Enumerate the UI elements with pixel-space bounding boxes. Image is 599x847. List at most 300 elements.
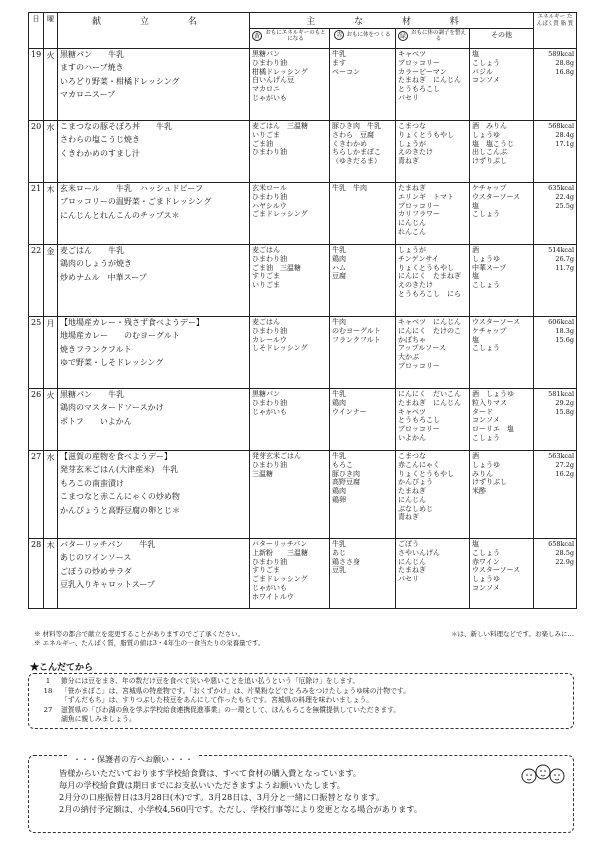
ingredient-item: 赤ワイン: [472, 557, 500, 566]
info-item: [35, 677, 567, 687]
ingredient-item: たまねぎ にんじん: [398, 76, 461, 85]
dish-name: 鶏肉のしょうが焼き: [60, 259, 132, 269]
info-text: [61, 706, 400, 725]
ingredients-yellow: [250, 539, 330, 609]
nutrition-value: 581kcal: [548, 390, 575, 398]
ingredient-item: 鶏ささ身: [332, 557, 360, 566]
cat-red-label: おもに体をつくる: [346, 31, 391, 38]
weekday-cell: 水: [44, 451, 58, 539]
dish-name: ごぼうの炒めサラダ: [60, 566, 132, 576]
ingredient-item: 牛乳: [332, 246, 346, 254]
ingredient-item: ハム: [332, 263, 346, 272]
ingredient-item: ごま油: [252, 139, 273, 148]
ingredient-item: こまつな: [398, 452, 426, 460]
nutrition-value: 26.7g: [555, 254, 575, 263]
ingredient-item: 中華スープ: [472, 263, 507, 272]
ingredient-item: 大かぶ: [398, 353, 419, 361]
ingredient-item: こまつな: [398, 122, 426, 130]
ingredient-item: かぼちゃ: [398, 335, 426, 344]
ingredient-item: ひまわり油: [252, 460, 287, 469]
ingredient-item: 発芽玄米ごはん: [252, 452, 301, 460]
ingredient-item: 青ねぎ: [398, 513, 419, 522]
ingredient-item: 鶏肉: [332, 254, 346, 263]
ingredient-item: ひまわり油: [252, 326, 287, 335]
ingredient-item: えのきたけ: [398, 281, 433, 289]
dish-name: あじのワインソース: [60, 553, 132, 563]
dish-name: ポトフ いよかん: [60, 416, 132, 426]
menu-row: [29, 317, 577, 389]
ingredient-item: 柑橘ドレッシング: [252, 67, 308, 76]
ingredients-red: [330, 539, 396, 609]
dish-name: こまつなと赤こんにゃくの炒め物: [60, 492, 180, 502]
day-cell: 26: [29, 389, 44, 451]
nutrition-value: 22.4g: [555, 192, 575, 201]
nutrition-value: 28.8g: [555, 58, 575, 67]
ingredient-item: れんこん: [398, 227, 426, 236]
menu-row: [29, 539, 577, 609]
nutrition-value: 22.9g: [555, 557, 575, 566]
ingredient-item: のむヨーグルト: [332, 326, 381, 335]
ingredient-item: 高野豆腐: [332, 478, 360, 487]
ingredient-item: 酒: [472, 246, 479, 254]
menu-row: [29, 49, 577, 121]
dish-cell: [58, 389, 250, 451]
ingredients-red: [330, 451, 396, 539]
header-menu: 献 立 名: [58, 13, 250, 49]
ingredient-item: もろこ: [332, 460, 353, 469]
ingredient-item: けずりぶし: [472, 157, 507, 165]
dish-name: こまつなの豚そぼろ丼 牛乳: [60, 122, 172, 131]
nutrition-value: 514kcal: [548, 246, 575, 254]
header-energy: エネルギー たんぱく質 脂 質: [534, 13, 577, 49]
ingredient-item: ケチャップ: [472, 326, 507, 335]
ingredient-item: ケチャップ: [472, 184, 507, 192]
dish-name: くきわかめのすまし汁: [60, 148, 140, 158]
ingredient-item: バターリッチパン: [252, 540, 308, 548]
nutrition-value: 606kcal: [548, 318, 575, 326]
header-cat-yellow: [250, 29, 330, 49]
dish-name: 焼きフランクフルト: [60, 344, 132, 354]
ingredient-item: 麦ごはん: [252, 318, 280, 326]
ingredient-item: ひまわり油: [252, 557, 287, 566]
ingredient-item: ちらしかまぼこ: [332, 148, 381, 157]
ingredient-item: ひまわり油: [252, 148, 287, 157]
ingredient-item: とうもろこし: [398, 85, 440, 93]
dish-name: 炒めナムル 中華スープ: [60, 272, 147, 282]
note-3: ＊は、新しい料理などです。お楽しみに…: [451, 630, 574, 638]
info-title: ★こんだてから: [30, 663, 94, 673]
ingredient-item: 酒 みりん: [472, 122, 507, 130]
ingredient-item: 酒: [472, 452, 479, 460]
ingredient-item: じゃがいも: [252, 407, 287, 416]
ingredients-yellow: [250, 121, 330, 183]
cat-yellow-label: おもにエネルギーのもとになる: [265, 30, 326, 43]
ingredient-item: たまねぎ: [398, 566, 426, 575]
ingredients-yellow: [250, 389, 330, 451]
ingredient-item: キャベツ: [398, 407, 426, 416]
info-item: [35, 706, 567, 725]
header-day: 日: [29, 13, 44, 49]
parent-line: 毎月の学校給食費は期日までにお支払いいただきますようお願いいたします。: [59, 779, 345, 790]
info-line: 節分には豆をまき、年の数だけ豆を食べて災いや悪いことを追い払うという「厄除け」をします。: [61, 677, 360, 685]
ingredient-item: ブロッコリー: [398, 201, 440, 210]
ingredients-other: [470, 317, 534, 389]
ingredient-item: ブロッコリー: [398, 425, 440, 433]
dish-cell: [58, 539, 250, 609]
nutrition-value: 18.3g: [555, 326, 575, 335]
ingredient-item: みりん: [472, 469, 493, 478]
ingredient-item: ブロッコリー: [398, 361, 440, 370]
ingredient-item: タード: [472, 407, 493, 416]
ingredients-red: [330, 121, 396, 183]
ingredient-item: えのきたけ: [398, 148, 433, 157]
ingredient-item: 青ねぎ: [398, 157, 419, 165]
ingredient-item: 黒糖パン: [252, 50, 280, 58]
ingredient-item: たまねぎ にんじん: [398, 398, 461, 407]
nutrition-value: 25.5g: [555, 201, 575, 210]
dish-cell: [58, 49, 250, 121]
nutrition-value: 28.4g: [555, 130, 575, 139]
dish-name: ブロッコリーの温野菜・ごまドレッシング: [60, 197, 212, 207]
ingredient-item: 鶏卵: [332, 495, 346, 504]
info-line: 「笹かまぼこ」は、宮城県の特産物です。「おくずかけ」は、片栗粉などでとろみをつけたしょうゆ味の汁物です。: [61, 686, 410, 695]
dish-name: 玄米ロール 牛乳 ハッシュドビーフ: [60, 184, 203, 193]
ingredient-item: いりごま: [252, 281, 280, 289]
nutrition-value: 589kcal: [548, 50, 575, 58]
ingredient-item: こしょう: [472, 548, 500, 557]
ingredient-item: ごまドレッシング: [252, 575, 308, 583]
ingredient-item: にんじん: [398, 495, 426, 504]
parent-notice: [28, 755, 574, 833]
dish-name: 豆乳入りキャロットスープ: [60, 580, 155, 590]
dish-name: 発芽玄米ごはん(大津産米) 牛乳: [60, 465, 179, 475]
dish-name: さわらの塩こうじ焼き: [60, 135, 140, 145]
ingredients-red: [330, 389, 396, 451]
ingredient-item: 牛乳: [332, 540, 346, 548]
ingredient-item: 玄米ロール: [252, 184, 287, 192]
ingredient-item: アップルソース: [398, 344, 446, 353]
ingredients-red: [330, 245, 396, 317]
ingredient-item: 豆腐: [332, 272, 346, 281]
ingredient-item: （ゆきだるま）: [332, 157, 381, 165]
ingredient-item: コンソメ: [472, 76, 500, 85]
ingredient-item: 牛肉: [332, 318, 346, 326]
menu-row: [29, 389, 577, 451]
ingredient-item: バジル: [472, 67, 493, 76]
green-circle-icon: 緑: [399, 33, 406, 41]
dish-cell: [58, 317, 250, 389]
yellow-circle-icon: 黄: [253, 33, 260, 41]
ingredient-item: 豚ひき肉: [332, 469, 360, 478]
ingredient-item: 塩: [472, 50, 479, 58]
nutrition-cell: [534, 451, 577, 539]
ingredient-item: 酒 しょうゆ: [472, 390, 514, 398]
info-day: 1: [45, 677, 51, 685]
menu-row: [29, 245, 577, 317]
ingredient-item: ウスターソース: [472, 192, 521, 201]
ingredient-item: ひまわり油: [252, 192, 287, 201]
children-illustration-icon: [517, 762, 567, 790]
dish-name: いろどり野菜・柑橘ドレッシング: [60, 76, 180, 86]
dish-name: マカロニスープ: [60, 90, 116, 100]
ingredients-other: [470, 183, 534, 245]
ingredients-green: [396, 49, 470, 121]
nutrition-value: 563kcal: [548, 452, 575, 460]
ingredient-item: 豚ひき肉 牛乳: [332, 122, 381, 130]
ingredient-item: にんじん: [398, 557, 426, 566]
ingredients-yellow: [250, 317, 330, 389]
ingredient-item: ウスターソース: [472, 566, 521, 575]
nutrition-cell: [534, 317, 577, 389]
ingredient-item: 黒糖パン: [252, 390, 280, 398]
ingredient-item: しょうゆ: [472, 254, 500, 263]
info-line: 湖魚に親しみましょう。: [61, 715, 136, 724]
header-ingredients: 主 な 材 料: [250, 13, 534, 29]
ingredient-item: りょくとうもやし: [398, 469, 454, 478]
info-day: 18: [43, 686, 53, 695]
dish-name: 麦ごはん 牛乳: [60, 246, 124, 255]
ingredient-item: ます: [332, 58, 346, 67]
ingredient-item: しょうが: [398, 139, 426, 148]
header-cat-other: その他: [470, 29, 534, 49]
ingredient-item: くきわかめ: [332, 139, 367, 148]
ingredients-red: [330, 183, 396, 245]
ingredients-other: [470, 451, 534, 539]
weekday-cell: 木: [44, 539, 58, 609]
dish-name: もろこの南蛮漬け: [60, 478, 124, 488]
ingredient-item: にんにく たけのこ: [398, 326, 461, 335]
ingredient-item: 牛乳 牛肉: [332, 184, 367, 192]
ingredients-yellow: [250, 245, 330, 317]
ingredients-green: [396, 451, 470, 539]
nutrition-value: 11.7g: [555, 263, 575, 272]
ingredients-other: [470, 49, 534, 121]
ingredient-item: ごま油 三温糖: [252, 263, 301, 272]
ingredients-green: [396, 389, 470, 451]
ingredient-item: さわら 豆腐: [332, 130, 374, 139]
menu-row: [29, 121, 577, 183]
day-cell: 19: [29, 49, 44, 121]
dish-name: 【地場産カレー・残さず食べようデー】: [60, 318, 204, 327]
ingredient-item: にんにく だいこん: [398, 390, 461, 398]
ingredient-item: にんじん: [398, 219, 426, 227]
dish-name: 黒糖パン 牛乳: [60, 50, 124, 59]
ingredient-item: じゃがいも: [252, 583, 287, 592]
ingredient-item: 三温糖: [252, 469, 273, 478]
ingredient-item: とうもろこし: [398, 416, 440, 425]
ingredient-item: すりごま: [252, 566, 280, 575]
dish-name: 鶏肉のマスタードソースかけ: [60, 403, 164, 413]
nutrition-value: 16.8g: [555, 67, 575, 76]
ingredient-item: カリフラワー: [398, 210, 440, 219]
nutrition-value: 568kcal: [548, 122, 575, 130]
ingredient-item: しょうゆ: [472, 575, 500, 583]
ingredient-item: ごまドレッシング: [252, 210, 308, 219]
weekday-cell: 金: [44, 245, 58, 317]
ingredient-item: チンゲンサイ: [398, 254, 439, 263]
cat-green-label: おもに体の調子を整える: [410, 30, 466, 43]
info-box: [28, 673, 574, 729]
parent-notice-text: [59, 768, 422, 816]
ingredients-green: [396, 183, 470, 245]
ingredient-item: 出しこんぶ: [472, 148, 507, 157]
dish-cell: [58, 183, 250, 245]
weekday-cell: 水: [44, 121, 58, 183]
ingredient-item: りょくとうもやし: [398, 263, 454, 272]
ingredient-item: 牛乳: [332, 390, 346, 398]
ingredient-item: 豆乳: [332, 566, 346, 575]
ingredients-yellow: [250, 49, 330, 121]
ingredient-item: ホワイトルウ: [252, 592, 294, 601]
info-day: 27: [43, 705, 53, 714]
header-dow: 曜: [44, 13, 58, 49]
weekday-cell: 火: [44, 49, 58, 121]
ingredient-item: とうもろこし にら: [398, 289, 461, 298]
weekday-cell: 火: [44, 389, 58, 451]
ingredients-green: [396, 245, 470, 317]
ingredient-item: けずりぶし: [472, 478, 507, 487]
ingredient-item: しょうゆ: [472, 460, 500, 469]
ingredient-item: ウスターソース: [472, 318, 521, 326]
ingredient-item: ぶなしめじ: [398, 504, 433, 513]
nutrition-value: 635kcal: [548, 184, 575, 192]
parent-line: 皆様からいただいております学校給食費は、すべて食材の購入費となっています。: [59, 768, 362, 778]
ingredient-item: ひまわり油: [252, 58, 287, 67]
ingredient-item: 赤こんにゃく: [398, 460, 440, 469]
dish-cell: [58, 451, 250, 539]
ingredient-item: こしょう: [472, 210, 500, 219]
notes: [34, 630, 574, 648]
ingredient-item: 上新粉 三温糖: [252, 548, 308, 557]
day-cell: 21: [29, 183, 44, 245]
ingredient-item: キャベツ: [398, 50, 426, 58]
parent-line: 2月の納付予定額は、小学校4,560円です。ただし、学校行事等により変更となる場合があります。: [59, 803, 423, 814]
ingredients-other: [470, 245, 534, 317]
nutrition-value: 28.5g: [555, 548, 575, 557]
dish-name: ますのハーブ焼き: [60, 63, 124, 73]
ingredient-item: コンソメ: [472, 583, 500, 592]
ingredient-item: こしょう: [472, 344, 500, 353]
ingredient-item: 鶏肉: [332, 398, 346, 407]
ingredient-item: マカロニ: [252, 85, 280, 93]
nutrition-cell: [534, 245, 577, 317]
parent-line: 2月分の口座振替日は3月28日(木)です。3月28日は、3月分と一緒に口振替となります。: [59, 791, 385, 802]
menu-table: [28, 12, 577, 609]
ingredient-item: 牛乳: [332, 452, 346, 460]
ingredients-other: [470, 389, 534, 451]
dish-name: ゆで野菜・しそドレッシング: [60, 358, 164, 368]
ingredient-item: ウインナー: [332, 407, 367, 416]
ingredient-item: ひまわり油: [252, 398, 287, 407]
ingredient-item: 粒入りマス: [472, 398, 507, 407]
ingredient-item: かんぴょう: [398, 478, 433, 487]
nutrition-value: 15.8g: [555, 407, 575, 416]
menu-row: [29, 183, 577, 245]
ingredients-red: [330, 49, 396, 121]
ingredient-item: コンソメ: [472, 416, 500, 425]
weekday-cell: 月: [44, 317, 58, 389]
ingredient-item: 塩: [472, 201, 479, 210]
day-cell: 28: [29, 539, 44, 609]
info-line: 「ずんだもち」は、すりつぶした枝豆をあんにして作ったもちです。宮城県の料理を味わいましょう。: [61, 696, 374, 705]
ingredients-other: [470, 539, 534, 609]
ingredients-red: [330, 317, 396, 389]
dish-name: バターリッチパン 牛乳: [60, 540, 156, 549]
weekday-cell: 木: [44, 183, 58, 245]
note-2: ※ エネルギー、たんぱく質，脂質の値は3・4年生の一食当たりの栄養量です。: [34, 638, 265, 647]
ingredients-yellow: [250, 451, 330, 539]
ingredient-item: キャベツ にんじん: [398, 318, 461, 326]
ingredient-item: しそドレッシング: [252, 344, 308, 353]
ingredient-item: こしょう: [472, 281, 500, 289]
ingredient-item: 塩 塩こうじ: [472, 139, 514, 148]
ingredients-green: [396, 317, 470, 389]
nutrition-value: 658kcal: [548, 540, 575, 548]
ingredients-other: [470, 121, 534, 183]
nutrition-cell: [534, 49, 577, 121]
ingredient-item: こしょう: [472, 58, 500, 67]
nutrition-value: 27.2g: [555, 460, 575, 469]
header-cat-green: [396, 29, 470, 49]
nutrition-cell: [534, 539, 577, 609]
dish-name: 黒糖パン 牛乳: [60, 390, 124, 399]
ingredient-item: フランクフルト: [332, 335, 381, 344]
ingredient-item: パセリ: [398, 93, 419, 102]
nutrition-value: 15.6g: [555, 335, 575, 344]
nutrition-value: 16.2g: [555, 469, 575, 478]
ingredient-item: さやいんげん: [398, 548, 440, 557]
day-cell: 20: [29, 121, 44, 183]
dish-cell: [58, 245, 250, 317]
ingredient-item: しょうゆ: [472, 130, 500, 139]
ingredient-item: パセリ: [398, 575, 419, 583]
ingredient-item: カレールウ: [252, 335, 287, 344]
ingredient-item: たまねぎ: [398, 487, 426, 495]
dish-cell: [58, 121, 250, 183]
dish-name: 地場産カレー のむヨーグルト: [60, 331, 180, 341]
info-text: [61, 687, 410, 706]
note-1: ※ 材料等の都合で献立を変更することがありますのでご了承ください。: [34, 630, 245, 638]
ingredient-item: こしょう: [472, 433, 500, 442]
ingredient-item: 鶏肉: [332, 487, 346, 495]
ingredient-item: エリンギ トマト: [398, 192, 454, 201]
ingredient-item: 白いんげん豆: [252, 76, 294, 85]
ingredient-item: あじ: [332, 548, 346, 557]
dish-name: 【滋賀の産物を食べようデー】: [60, 452, 172, 461]
dish-name: かんぴょうと高野豆腐の卵とじ＊: [60, 505, 180, 515]
ingredient-item: ごぼう: [398, 540, 419, 548]
menu-row: [29, 451, 577, 539]
ingredient-item: ブロッコリー: [398, 58, 440, 67]
nutrition-cell: [534, 389, 577, 451]
ingredient-item: ハヤシルウ: [252, 201, 287, 210]
header-cat-red: [330, 29, 396, 49]
parent-notice-title: ・・・保護者の方へお願い・・・: [69, 754, 197, 765]
dish-name: にんじんとれんこんのチップス＊: [60, 210, 180, 220]
day-cell: 27: [29, 451, 44, 539]
red-circle-icon: 赤: [336, 32, 343, 39]
ingredient-item: りょくとうもやし: [398, 130, 454, 139]
ingredient-item: 塩: [472, 540, 479, 548]
ingredient-item: カラーピーマン: [398, 67, 447, 76]
ingredient-item: 牛乳: [332, 50, 346, 58]
ingredient-item: いよかん: [398, 433, 426, 442]
day-cell: 22: [29, 245, 44, 317]
nutrition-cell: [534, 183, 577, 245]
ingredients-yellow: [250, 183, 330, 245]
info-line: 滋賀県の「びわ湖の魚を学ぶ学校給食連携促進事業」の一環として、ほんもろこを無償提供していただきます。: [61, 705, 401, 714]
ingredient-item: ベーコン: [332, 67, 360, 76]
